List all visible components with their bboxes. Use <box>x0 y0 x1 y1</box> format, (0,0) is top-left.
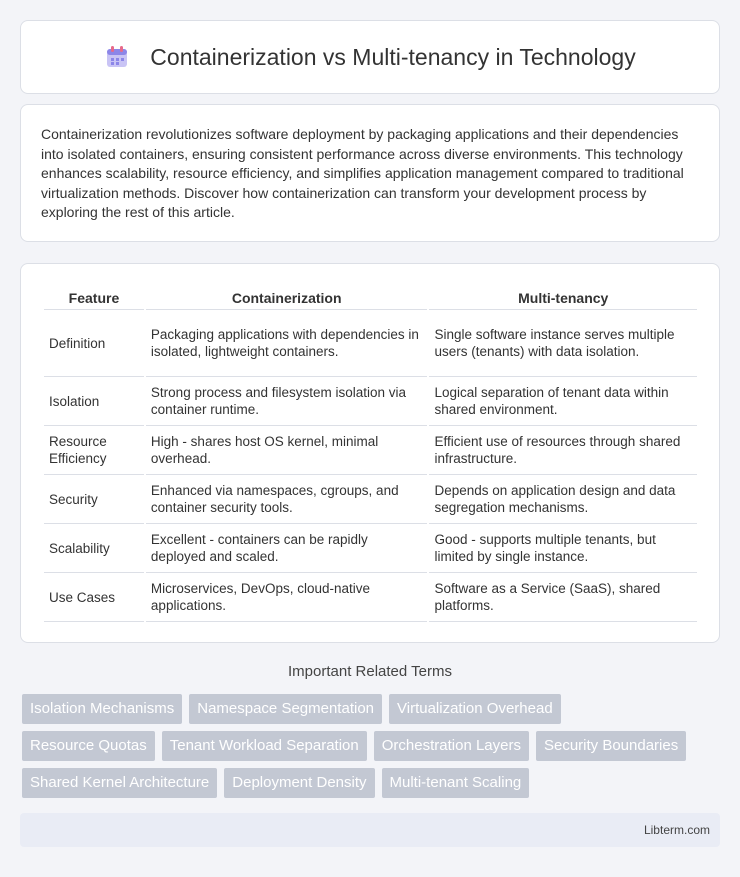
multi-tenancy-cell: Depends on application design and data segregation mechanisms. <box>429 475 697 524</box>
related-terms <box>22 694 722 805</box>
title-card <box>20 20 720 94</box>
multi-tenancy-cell: Single software instance serves multiple users (tenants) with data isolation. <box>429 310 697 377</box>
comparison-table <box>42 284 699 622</box>
term-tag[interactable]: Shared Kernel Architecture <box>22 768 217 798</box>
multi-tenancy-cell: Efficient use of resources through shared infrastructure. <box>429 426 697 475</box>
term-tag[interactable]: Virtualization Overhead <box>389 694 561 724</box>
term-tag[interactable]: Deployment Density <box>224 768 374 798</box>
multi-tenancy-cell: Software as a Service (SaaS), shared platforms. <box>429 573 697 622</box>
feature-cell: Resource Efficiency <box>44 426 144 475</box>
table-row <box>44 573 697 622</box>
term-tag[interactable]: Resource Quotas <box>22 731 155 761</box>
header-feature: Feature <box>44 284 144 310</box>
feature-cell: Definition <box>44 310 144 377</box>
containerization-cell: Microservices, DevOps, cloud-native applications. <box>146 573 428 622</box>
term-tag[interactable]: Isolation Mechanisms <box>22 694 182 724</box>
containerization-cell: Packaging applications with dependencies in isolated, lightweight containers. <box>146 310 428 377</box>
term-tag[interactable]: Namespace Segmentation <box>189 694 382 724</box>
calendar-icon <box>104 44 130 70</box>
table-row <box>44 310 697 377</box>
table-row <box>44 524 697 573</box>
containerization-cell: High - shares host OS kernel, minimal overhead. <box>146 426 428 475</box>
term-tag[interactable]: Tenant Workload Separation <box>162 731 367 761</box>
feature-cell: Scalability <box>44 524 144 573</box>
multi-tenancy-cell: Good - supports multiple tenants, but limited by single instance. <box>429 524 697 573</box>
table-header-row <box>44 284 697 310</box>
containerization-cell: Excellent - containers can be rapidly deployed and scaled. <box>146 524 428 573</box>
containerization-cell: Enhanced via namespaces, cgroups, and container security tools. <box>146 475 428 524</box>
containerization-cell: Strong process and filesystem isolation via container runtime. <box>146 377 428 426</box>
page-title: Containerization vs Multi-tenancy in Technology <box>150 43 636 70</box>
intro-text: Containerization revolutionizes software deployment by packaging applications and their dependencies into isolated containers, ensuring consistent performance across diverse environments. This technology enhances scalability, resource efficiency, and simplifies application management compared to traditional virtualization methods. Discover how containerization can transform your development process by exploring the rest of this article. <box>41 126 684 221</box>
header-containerization: Containerization <box>146 284 428 310</box>
feature-cell: Isolation <box>44 377 144 426</box>
intro-card <box>20 104 720 242</box>
term-row <box>22 694 722 724</box>
table-row <box>44 377 697 426</box>
header-multi-tenancy: Multi-tenancy <box>429 284 697 310</box>
term-tag[interactable]: Multi-tenant Scaling <box>382 768 530 798</box>
term-row <box>22 768 722 798</box>
term-tag[interactable]: Orchestration Layers <box>374 731 529 761</box>
feature-cell: Security <box>44 475 144 524</box>
term-row <box>22 731 722 761</box>
footer-site-link[interactable]: Libterm.com <box>643 823 710 837</box>
related-terms-title: Important Related Terms <box>288 663 452 680</box>
feature-cell: Use Cases <box>44 573 144 622</box>
table-row <box>44 426 697 475</box>
comparison-card <box>20 263 720 643</box>
table-row <box>44 475 697 524</box>
footer <box>20 813 720 847</box>
term-tag[interactable]: Security Boundaries <box>536 731 686 761</box>
multi-tenancy-cell: Logical separation of tenant data within shared environment. <box>429 377 697 426</box>
